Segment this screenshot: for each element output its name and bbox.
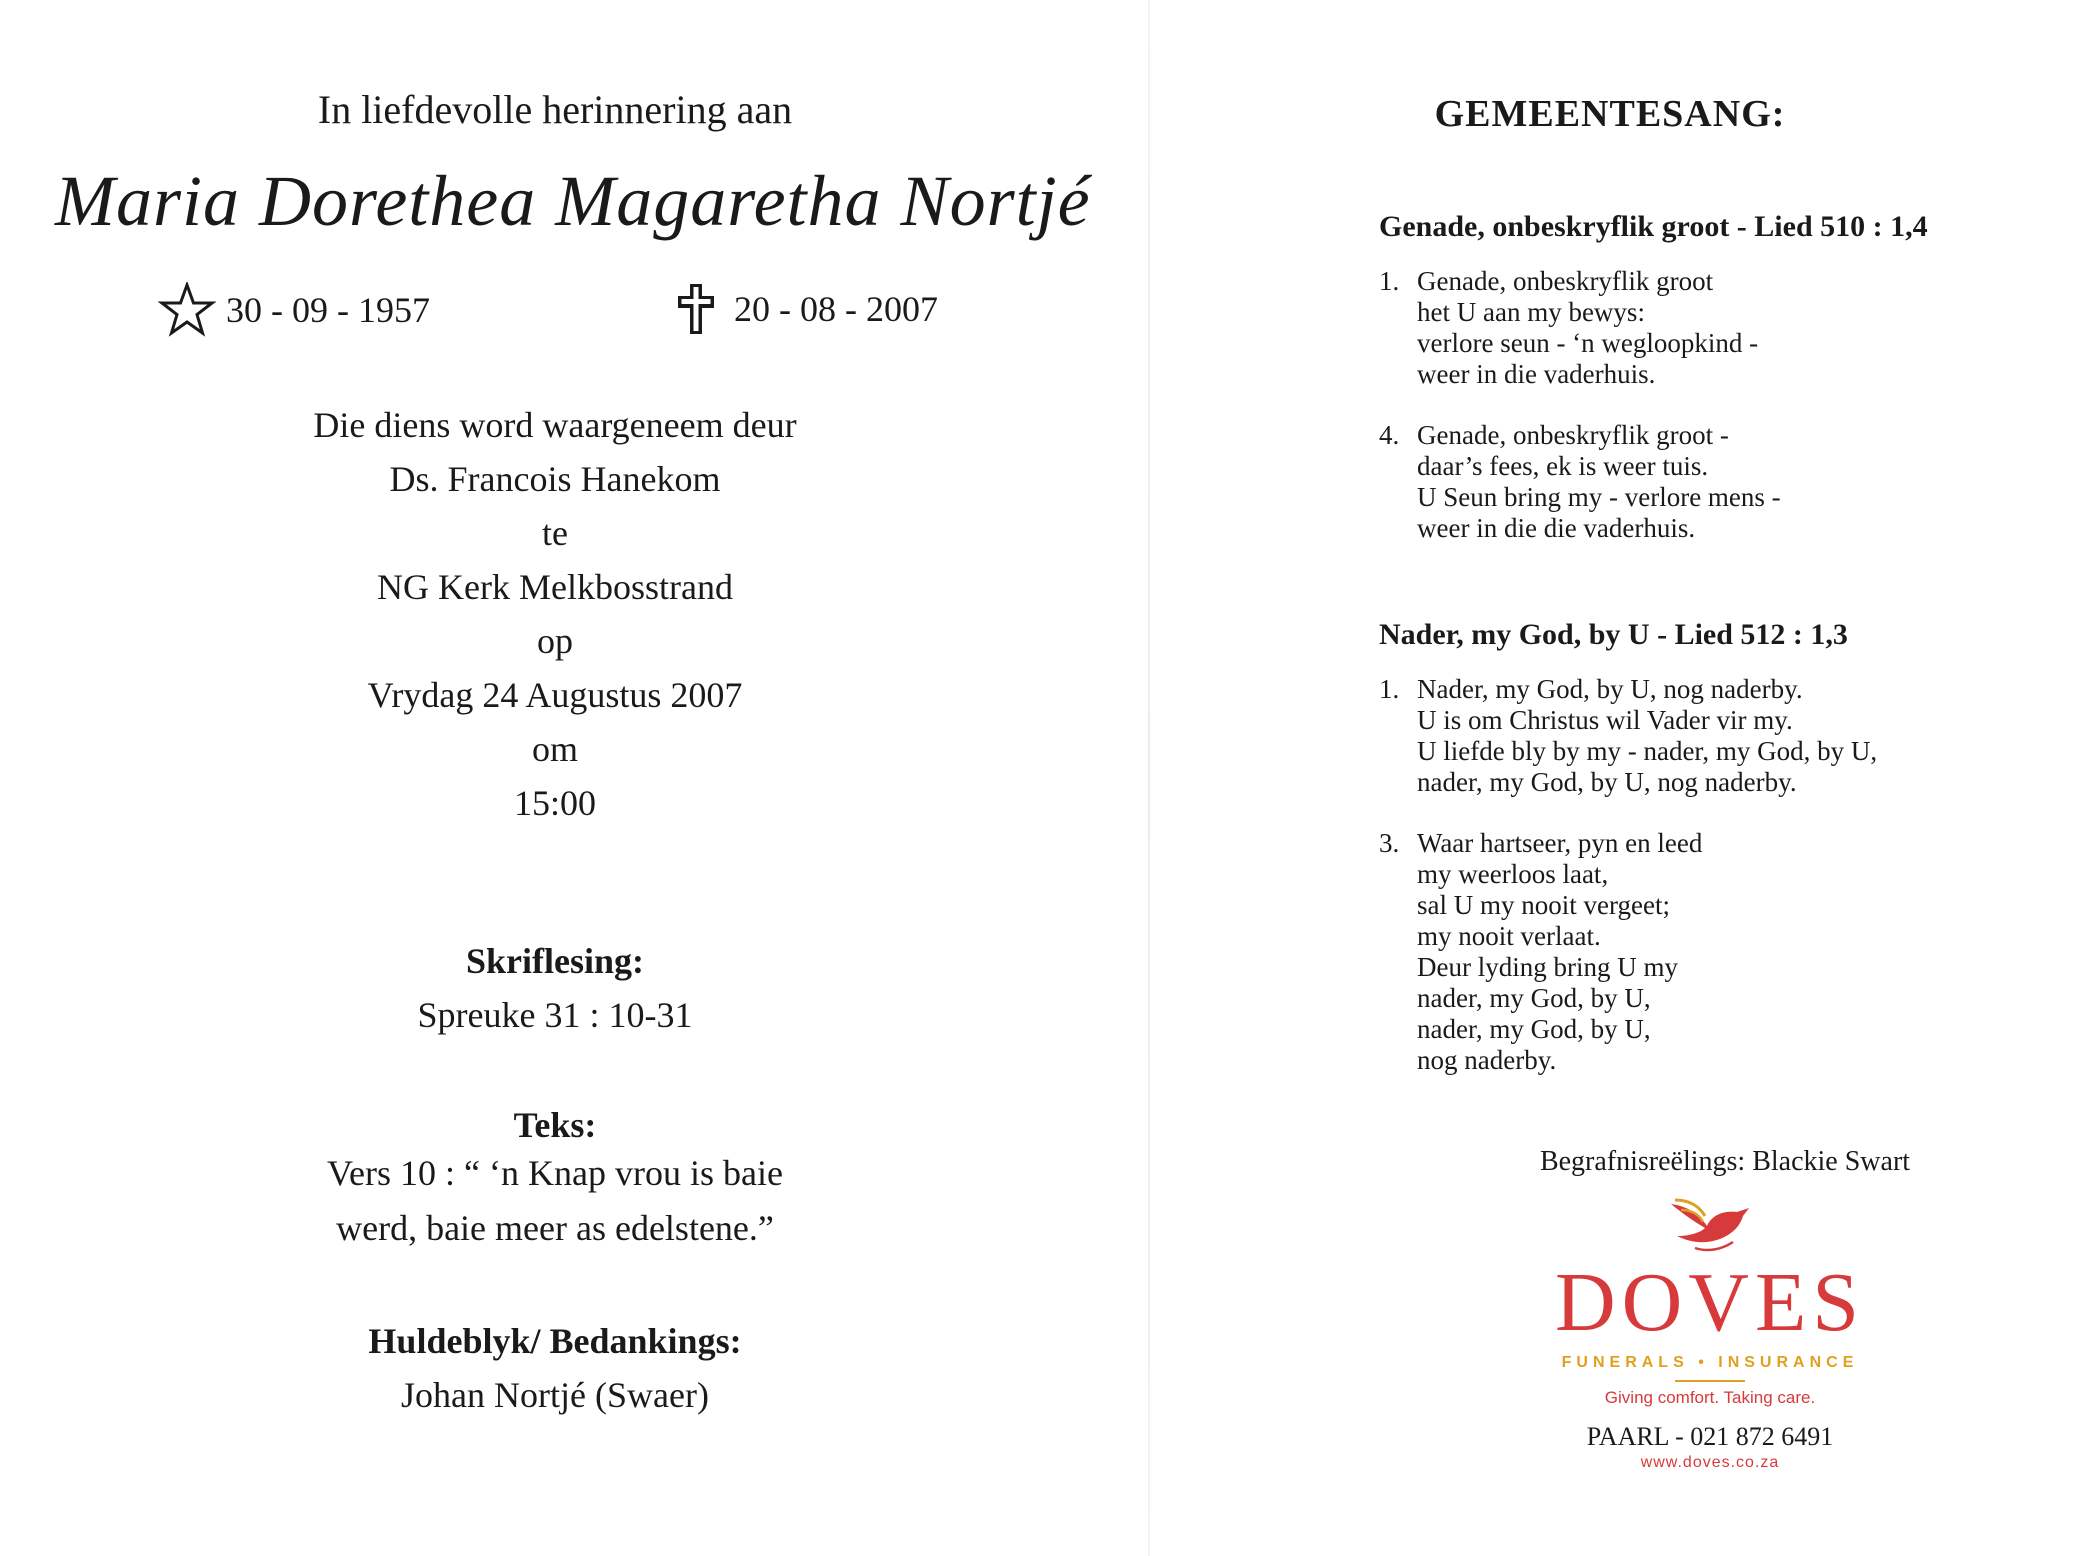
scripture-reference: Spreuke 31 : 10-31 <box>417 995 693 1035</box>
service-line: 15:00 <box>513 783 596 823</box>
brand-tagline: FUNERALS • INSURANCE <box>1561 1354 1859 1371</box>
hymn <box>1379 618 2059 1106</box>
intro-text: In liefdevolle herinnering aan <box>317 87 793 132</box>
verse-line: nader, my God, by U, <box>1417 983 1651 1013</box>
verse-line: weer in die die vaderhuis. <box>1417 513 1696 543</box>
hymn-verse <box>1379 828 2059 1076</box>
service-line: Die diens word waargeneem deur <box>313 405 797 445</box>
tribute-name: Johan Nortjé (Swaer) <box>401 1375 709 1415</box>
birth-date: 30 - 09 - 1957 <box>226 290 430 330</box>
hymn-verse <box>1379 674 2059 798</box>
service-details <box>0 398 1110 830</box>
service-line: Vrydag 24 Augustus 2007 <box>367 675 743 715</box>
verse-line: nader, my God, by U, <box>1417 1014 1651 1044</box>
brand-slogan: Giving comfort. Taking care. <box>1604 1388 1816 1407</box>
verse-line: verlore seun - ‘n wegloopkind - <box>1417 328 1759 358</box>
verse-number: 4. <box>1379 420 1400 450</box>
congregation-heading: GEMEENTESANG: <box>1434 93 1786 135</box>
verse-line: U Seun bring my - verlore mens - <box>1417 482 1781 512</box>
service-line: om <box>531 729 578 769</box>
text-section <box>0 1104 1110 1256</box>
hymn-verse <box>1379 266 2059 390</box>
service-line: op <box>537 621 573 661</box>
verse-line: U liefde bly by my - nader, my God, by U, <box>1417 736 1878 766</box>
logo-divider <box>1675 1380 1745 1382</box>
right-panel <box>1150 0 2077 1556</box>
brand-name: DOVES <box>1554 1256 1865 1349</box>
hymn-title: Genade, onbeskryflik groot - Lied 510 : 1,4 <box>1379 210 1928 243</box>
text-line: Vers 10 : “ ‘n Knap vrou is baie <box>327 1153 783 1193</box>
verse-number: 1. <box>1379 266 1400 296</box>
scripture-section <box>0 940 1110 1036</box>
verse-line: Deur lyding bring U my <box>1417 952 1678 982</box>
verse-line: weer in die vaderhuis. <box>1417 359 1656 389</box>
death-date: 20 - 08 - 2007 <box>734 289 938 329</box>
verse-line: nader, my God, by U, nog naderby. <box>1417 767 1797 797</box>
verse-line: Waar hartseer, pyn en leed <box>1417 828 1703 858</box>
star-icon <box>158 282 216 338</box>
life-dates <box>150 282 970 342</box>
verse-line: my weerloos laat, <box>1417 859 1609 889</box>
funeral-arrangements: Begrafnisreëlings: Blackie Swart <box>1539 1146 1911 1177</box>
hymn-verse <box>1379 420 2059 544</box>
verse-line: U is om Christus wil Vader vir my. <box>1417 705 1793 735</box>
verse-number: 3. <box>1379 828 1400 858</box>
verse-line: my nooit verlaat. <box>1417 921 1601 951</box>
verse-number: 1. <box>1379 674 1400 704</box>
text-heading: Teks: <box>513 1105 597 1145</box>
hymn-title: Nader, my God, by U - Lied 512 : 1,3 <box>1379 618 1848 651</box>
verse-line: sal U my nooit vergeet; <box>1417 890 1670 920</box>
verse-line: Nader, my God, by U, nog naderby. <box>1417 674 1803 704</box>
service-line: te <box>542 513 568 553</box>
verse-line: Genade, onbeskryflik groot <box>1417 266 1714 296</box>
funeral-home-logo <box>1540 1196 1880 1472</box>
verse-line: het U aan my bewys: <box>1417 297 1645 327</box>
tribute-section <box>0 1320 1110 1416</box>
tribute-heading: Huldeblyk/ Bedankings: <box>368 1321 742 1361</box>
deceased-name: Maria Dorethea Magaretha Nortjé <box>55 161 1091 241</box>
service-line: NG Kerk Melkbosstrand <box>377 567 733 607</box>
verse-line: nog naderby. <box>1417 1045 1557 1075</box>
cross-icon <box>676 282 716 336</box>
funeral-home-website: www.doves.co.za <box>1640 1454 1780 1471</box>
scripture-heading: Skriflesing: <box>465 941 644 981</box>
dove-icon <box>1665 1196 1755 1258</box>
funeral-home-phone: PAARL - 021 872 6491 <box>1586 1422 1834 1451</box>
death-date-group <box>676 282 938 336</box>
verse-line: Genade, onbeskryflik groot - <box>1417 420 1729 450</box>
birth-date-group <box>158 282 430 338</box>
service-line: Ds. Francois Hanekom <box>389 459 721 499</box>
text-line: werd, baie meer as edelstene.” <box>336 1208 774 1248</box>
verse-line: daar’s fees, ek is weer tuis. <box>1417 451 1709 481</box>
hymn <box>1379 210 2059 574</box>
